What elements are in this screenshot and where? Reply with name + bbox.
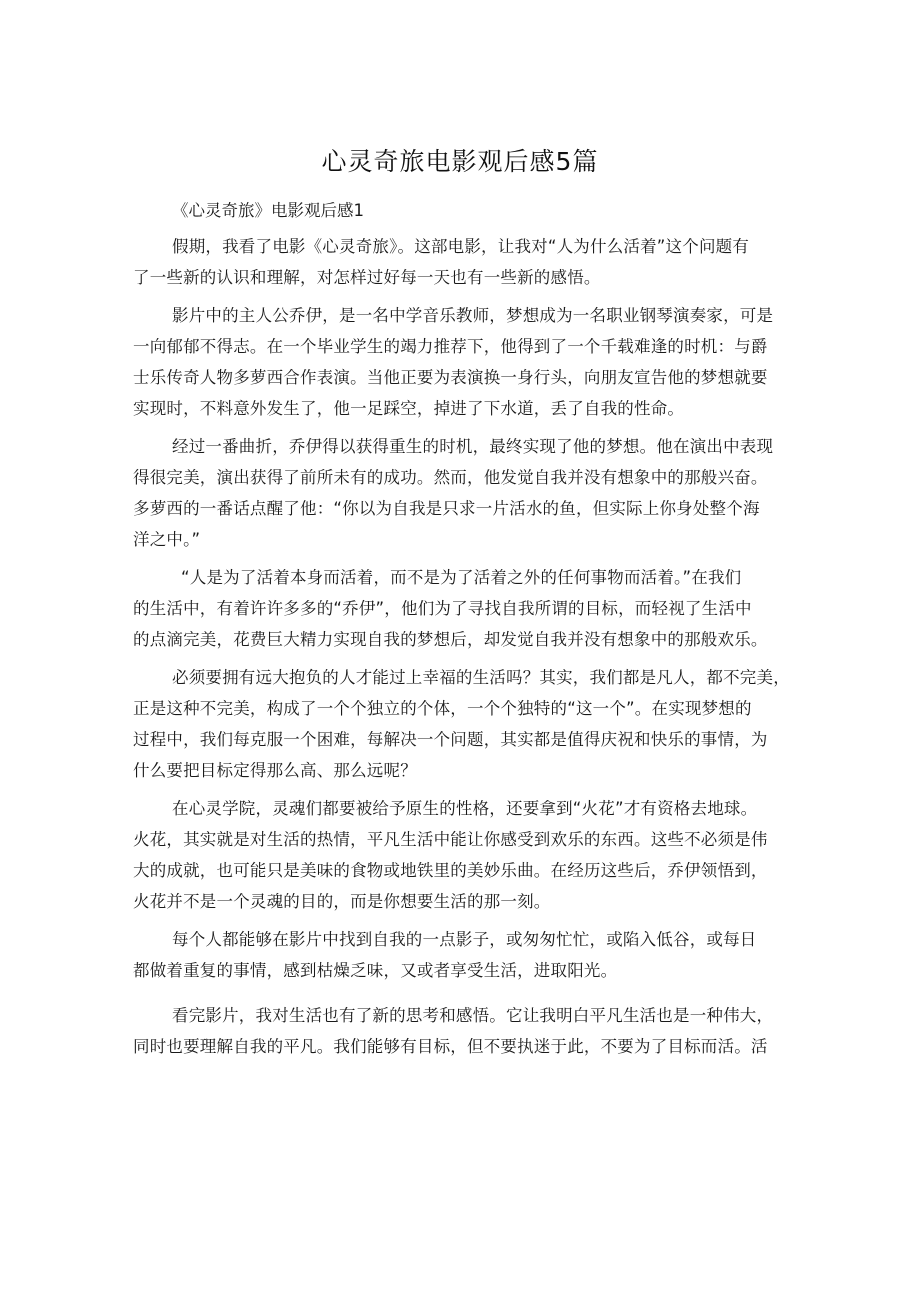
text-line: 实现时，不料意外发生了，他一足踩空，掉进了下水道，丢了自我的性命。 — [133, 399, 685, 418]
paragraph — [133, 1000, 793, 1062]
text-line: 每个人都能够在影片中找到自我的一点影子，或匆匆忙忙，或陷入低谷，或每日 — [172, 930, 757, 949]
text-line: 火花，其实就是对生活的热情，平凡生活中能让你感受到欢乐的东西。这些不必须是伟 — [133, 830, 768, 849]
text-line: 经过一番曲折，乔伊得以获得重生的时机，最终实现了他的梦想。他在演出中表现 — [172, 437, 774, 456]
document-body — [133, 231, 793, 1069]
text-line: 什么要把目标定得那么高、那么远呢？ — [133, 761, 417, 780]
text-line: 看完影片，我对生活也有了新的思考和感悟。它让我明白平凡生活也是一种伟大， — [172, 1006, 774, 1025]
text-line: 同时也要理解自我的平凡。我们能够有目标，但不要执迷于此，不要为了目标而活。活 — [133, 1037, 768, 1056]
text-line: 过程中，我们每克服一个困难，每解决一个问题，其实都是值得庆祝和快乐的事情，为 — [133, 730, 768, 749]
text-line: 正是这种不完美，构成了一个个独立的个体，一个个独特的“这一个”。在实现梦想的 — [133, 699, 752, 718]
paragraph — [133, 924, 793, 986]
text-line: 在心灵学院，灵魂们都要被给予原生的性格，还要拿到“火花”才有资格去地球。 — [172, 799, 758, 818]
text-line: 大的成就，也可能只是美味的食物或地铁里的美妙乐曲。在经历这些后，乔伊领悟到， — [133, 861, 768, 880]
text-line: 得很完美，演出获得了前所未有的成功。然而，他发觉自我并没有想象中的那般兴奋。 — [133, 468, 768, 487]
text-line: 影片中的主人公乔伊，是一名中学音乐教师，梦想成为一名职业钢琴演奏家，可是 — [172, 306, 774, 325]
document-subtitle: 《心灵奇旅》电影观后感1 — [172, 201, 364, 220]
paragraph — [133, 662, 793, 786]
paragraph — [133, 231, 793, 293]
text-line: 了一些新的认识和理解，对怎样过好每一天也有一些新的感悟。 — [133, 268, 601, 287]
paragraph — [133, 562, 793, 655]
text-line: 一向郁郁不得志。在一个毕业学生的竭力推荐下，他得到了一个千载难逢的时机：与爵 — [133, 337, 768, 356]
text-line: 的生活中，有着许许多多的“乔伊”，他们为了寻找自我所谓的目标，而轻视了生活中 — [133, 599, 752, 618]
document-title: 心灵奇旅电影观后感5篇 — [321, 147, 599, 176]
text-line: 火花并不是一个灵魂的目的，而是你想要生活的那一刻。 — [133, 892, 551, 911]
paragraph — [133, 300, 793, 424]
text-line: 必须要拥有远大抱负的人才能过上幸福的生活吗？其实，我们都是凡人，都不完美， — [172, 668, 790, 687]
paragraph — [133, 431, 793, 555]
text-line: 都做着重复的事情，感到枯燥乏味，又或者享受生活，进取阳光。 — [133, 961, 618, 980]
paragraph — [133, 793, 793, 917]
text-line: 洋之中。” — [133, 530, 201, 549]
text-line: 的点滴完美，花费巨大精力实现自我的梦想后，却发觉自我并没有想象中的那般欢乐。 — [133, 630, 768, 649]
text-line: 士乐传奇人物多萝西合作表演。当他正要为表演换一身行头，向朋友宣告他的梦想就要 — [133, 368, 768, 387]
text-line: 多萝西的一番话点醒了他：“你以为自我是只求一片活水的鱼，但实际上你身处整个海 — [133, 499, 760, 518]
text-line: 假期，我看了电影《心灵奇旅》。这部电影，让我对“人为什么活着”这个问题有 — [172, 237, 750, 256]
text-line: “人是为了活着本身而活着，而不是为了活着之外的任何事物而活着。”在我们 — [181, 568, 742, 587]
